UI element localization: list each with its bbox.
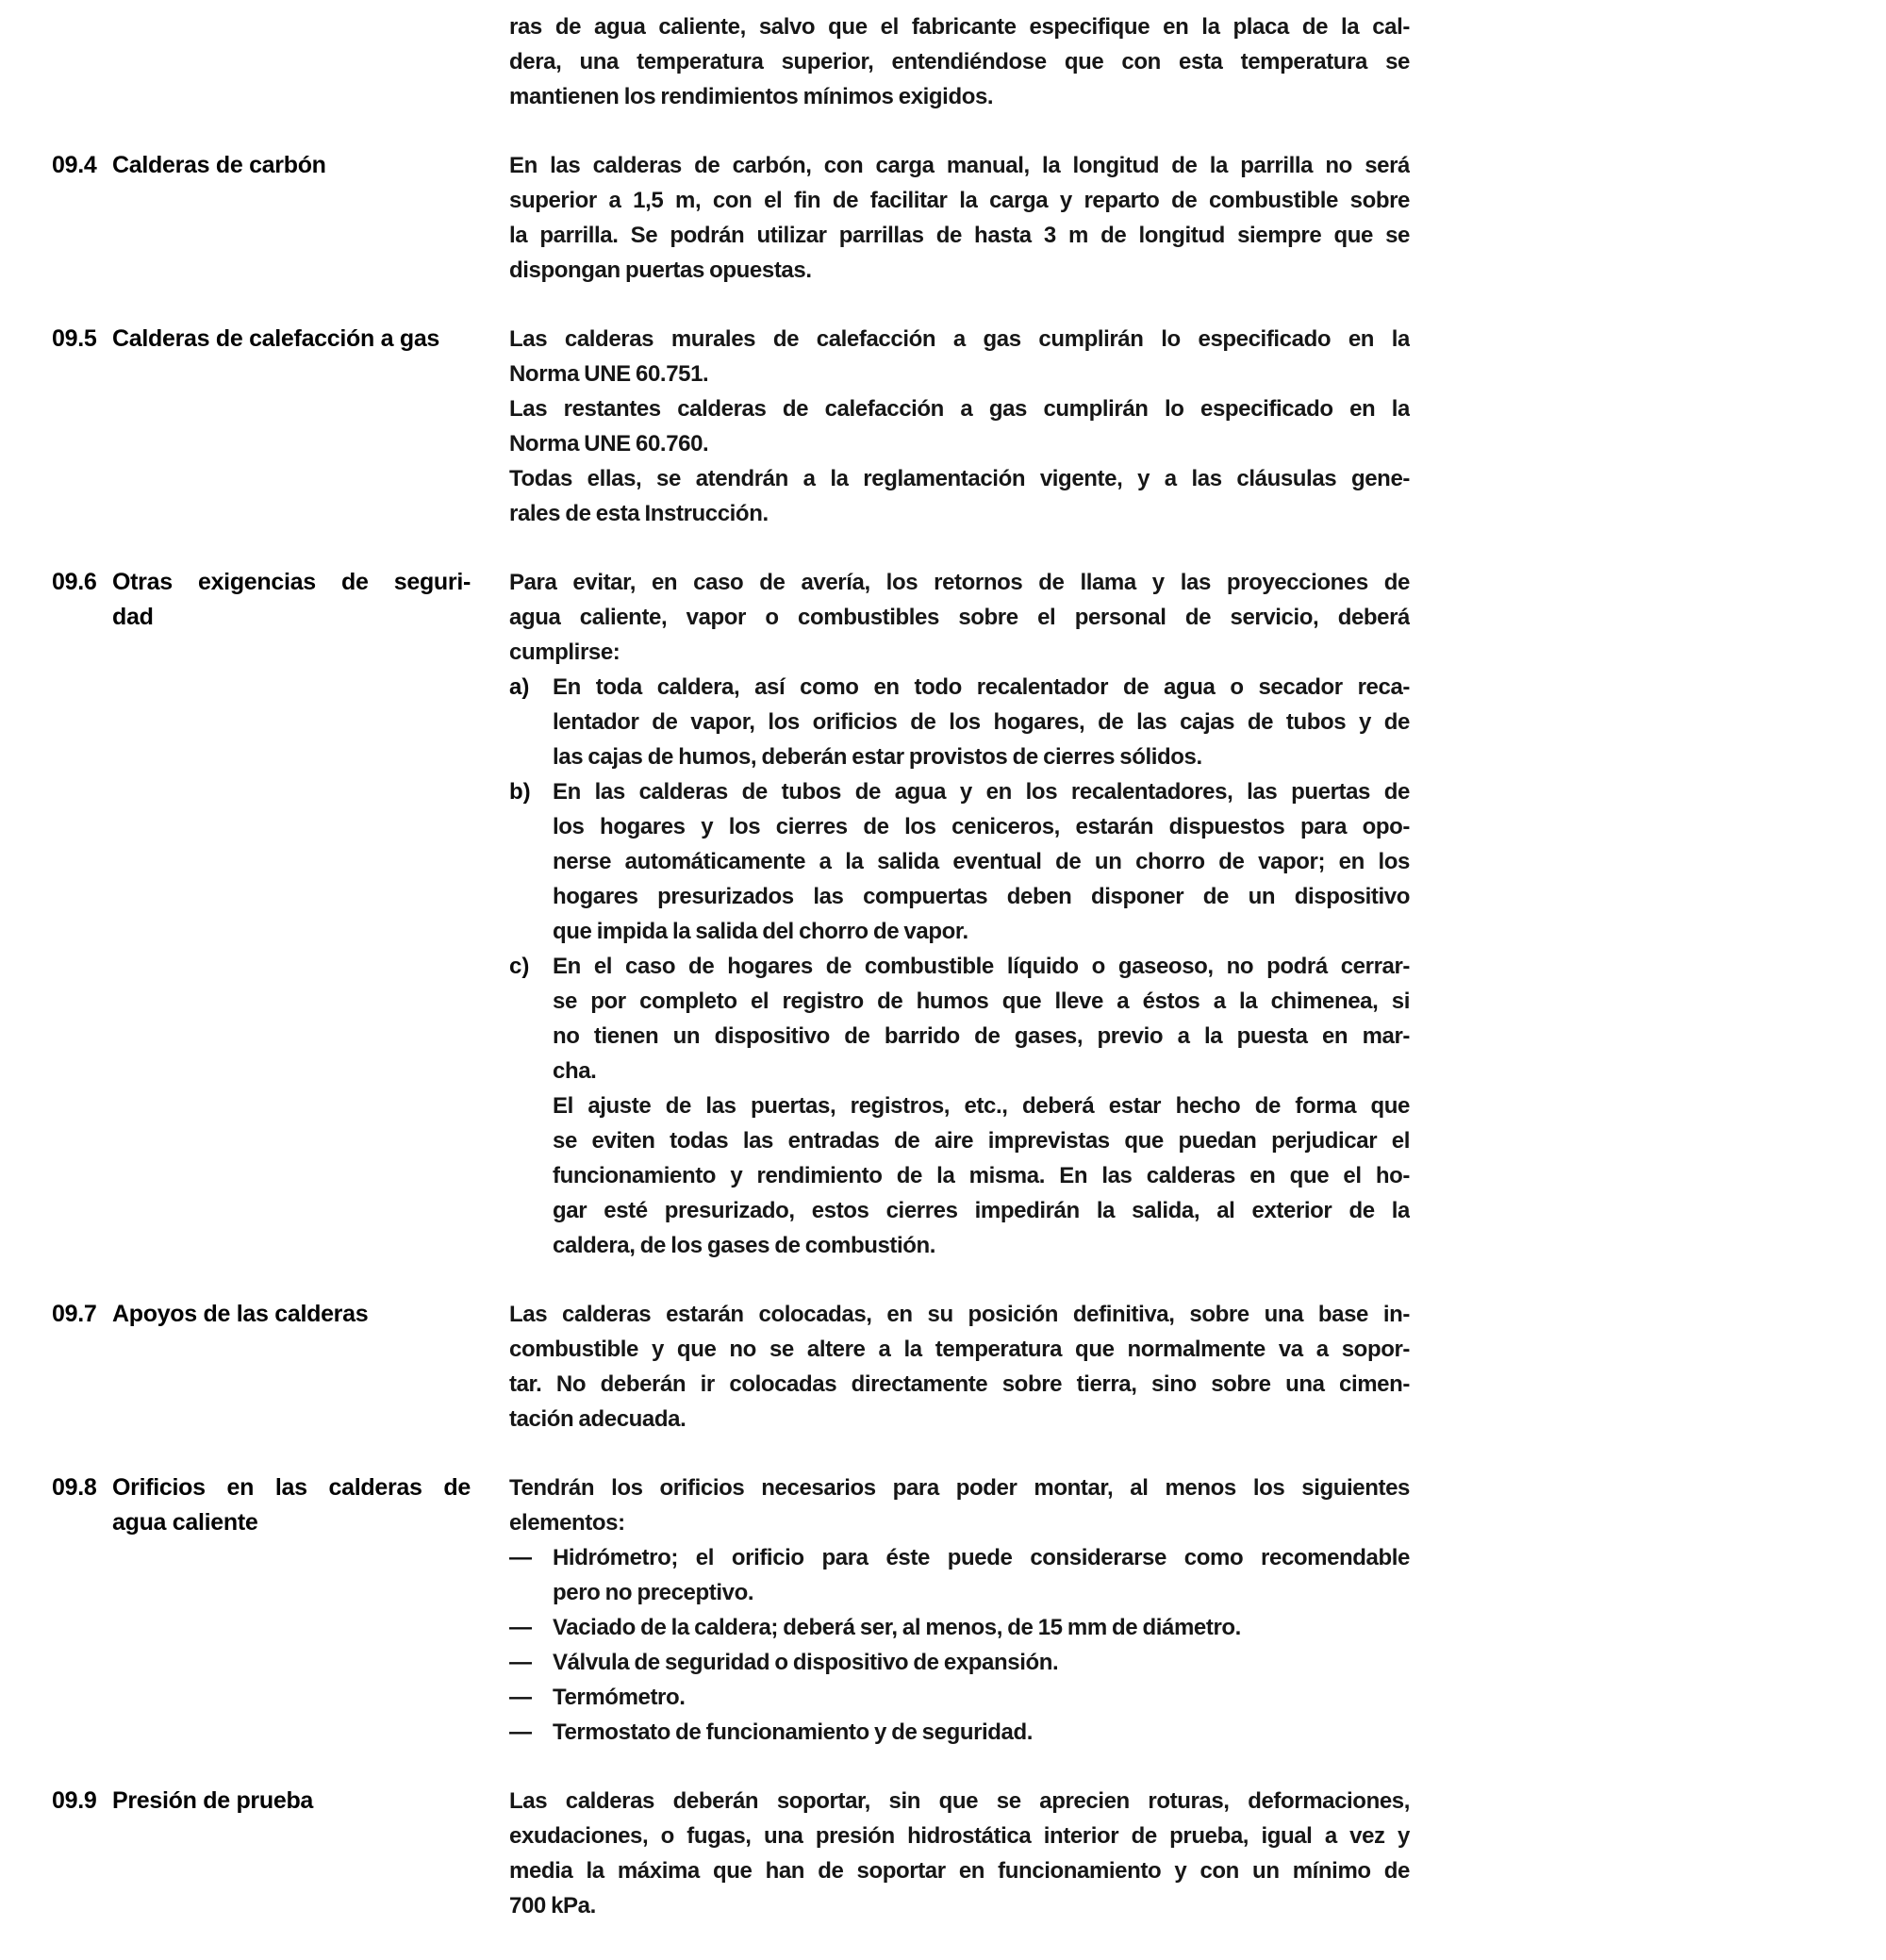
section-title-line: Orificios en las calderas de (112, 1474, 471, 1501)
list-item-text (553, 1715, 1410, 1750)
indented-paragraph (553, 1088, 1410, 1263)
section-heading (52, 148, 509, 183)
section-title-line: Presión de prueba (112, 1787, 314, 1814)
paragraph (509, 1784, 1410, 1923)
text-line: En las calderas de tubos de agua y en los recalentadores, las puertas de (553, 779, 1410, 805)
list-item-text (553, 1610, 1410, 1645)
text-line: Las calderas estarán colocadas, en su posición definitiva, sobre una base in- (509, 1302, 1410, 1327)
text-line: tar. No deberán ir colocadas directamente sobre tierra, sino sobre una cimen- (509, 1371, 1410, 1397)
text-line: Las calderas deberán soportar, sin que se aprecien roturas, deformaciones, (509, 1788, 1410, 1814)
section-title-line: Apoyos de las calderas (112, 1301, 369, 1327)
list-item-text (553, 1645, 1410, 1680)
text-line: En el caso de hogares de combustible líquido o gaseoso, no podrá cerrar- (553, 954, 1410, 979)
list-item-text (553, 1680, 1410, 1715)
continuation-line: ras de agua caliente, salvo que el fabricante especifique en la placa de la cal- (509, 14, 1410, 40)
text-line: Válvula de seguridad o dispositivo de expansión. (553, 1650, 1059, 1675)
section-body (509, 565, 1410, 1263)
section-body (509, 322, 1410, 531)
dash-marker: — (509, 1719, 532, 1745)
letter-marker: b) (509, 779, 531, 805)
text-line: que impida la salida del chorro de vapor. (553, 919, 968, 944)
text-line: 700 kPa. (509, 1893, 596, 1918)
text-line: lentador de vapor, los orificios de los hogares, de las cajas de tubos y de (553, 709, 1410, 735)
section-heading-column (52, 1470, 509, 1540)
text-line: dispongan puertas opuestas. (509, 257, 812, 283)
section-number: 09.5 (52, 325, 97, 352)
section-heading (52, 1470, 509, 1540)
text-line: exudaciones, o fugas, una presión hidrostática interior de prueba, igual a vez y (509, 1823, 1410, 1849)
text-line: Para evitar, en caso de avería, los retornos de llama y las proyecciones de (509, 570, 1410, 595)
text-line: cumplirse: (509, 639, 620, 665)
continuation-paragraph (509, 9, 1410, 114)
section-body (509, 1470, 1410, 1750)
list-item-text (553, 670, 1410, 774)
section-number: 09.6 (52, 569, 97, 595)
section-title-line: Calderas de carbón (112, 152, 326, 178)
section-heading (52, 565, 509, 635)
section-heading (52, 322, 509, 357)
dash-marker: — (509, 1650, 532, 1675)
dash-marker: — (509, 1615, 532, 1640)
text-line: la parrilla. Se podrán utilizar parrillas de hasta 3 m de longitud siempre que se (509, 223, 1410, 248)
text-line: nerse automáticamente a la salida eventual de un chorro de vapor; en los (553, 849, 1410, 874)
text-line: Termostato de funcionamiento y de seguridad. (553, 1719, 1034, 1745)
section-title-line: agua caliente (112, 1509, 258, 1536)
text-line: funcionamiento y rendimiento de la misma. En las calderas en que el ho- (553, 1163, 1410, 1188)
section-title (112, 1784, 471, 1819)
text-line: Las calderas murales de calefacción a gas cumplirán lo especificado en la (509, 326, 1410, 352)
section-heading-column (52, 565, 509, 635)
text-line: superior a 1,5 m, con el fin de facilitar la carga y reparto de combustible sobre (509, 188, 1410, 213)
list-item (509, 1715, 1410, 1750)
text-line: Norma UNE 60.760. (509, 431, 709, 457)
section-body (509, 1784, 1410, 1923)
text-line: Las restantes calderas de calefacción a gas cumplirán lo especificado en la (509, 396, 1410, 422)
section-number: 09.8 (52, 1474, 97, 1501)
list-item (509, 1680, 1410, 1715)
list-item (509, 949, 1410, 1088)
text-line: se eviten todas las entradas de aire imprevistas que puedan perjudicar el (553, 1128, 1410, 1154)
section-number: 09.7 (52, 1301, 97, 1327)
sections-container (52, 148, 1886, 1923)
section-title (112, 322, 471, 357)
text-line: Termómetro. (553, 1685, 686, 1710)
text-line: En las calderas de carbón, con carga manual, la longitud de la parrilla no será (509, 153, 1410, 178)
section-title-line: Calderas de calefacción a gas (112, 325, 440, 352)
section-heading-column (52, 322, 509, 357)
list-item (509, 774, 1410, 949)
section-heading (52, 1784, 509, 1819)
paragraph (509, 461, 1410, 531)
text-line: Hidrómetro; el orificio para éste puede considerarse como recomendable (553, 1545, 1410, 1570)
text-line: pero no preceptivo. (553, 1580, 754, 1605)
text-line: media la máxima que han de soportar en funcionamiento y con un mínimo de (509, 1858, 1410, 1884)
section-09-7 (52, 1297, 1886, 1437)
list-item-text (553, 949, 1410, 1088)
text-line: Vaciado de la caldera; deberá ser, al menos, de 15 mm de diámetro. (553, 1615, 1241, 1640)
section-09-9 (52, 1784, 1886, 1923)
continuation-line: mantienen los rendimientos mínimos exigidos. (509, 84, 994, 109)
text-line: El ajuste de las puertas, registros, etc., deberá estar hecho de forma que (553, 1093, 1410, 1119)
text-line: gar esté presurizado, estos cierres impedirán la salida, al exterior de la (553, 1198, 1410, 1223)
text-line: cha. (553, 1058, 597, 1084)
section-heading (52, 1297, 509, 1332)
text-line: los hogares y los cierres de los ceniceros, estarán dispuestos para opo- (553, 814, 1410, 839)
paragraph (509, 148, 1410, 288)
text-line: no tienen un dispositivo de barrido de gases, previo a la puesta en mar- (553, 1023, 1410, 1049)
list-item (509, 1610, 1410, 1645)
section-09-6 (52, 565, 1886, 1263)
section-title (112, 1470, 471, 1540)
dash-marker: — (509, 1545, 532, 1570)
section-09-4 (52, 148, 1886, 288)
paragraph (509, 1297, 1410, 1437)
section-title-line: Otras exigencias de seguri- (112, 569, 471, 595)
list-item (509, 670, 1410, 774)
section-09-5 (52, 322, 1886, 531)
section-body (509, 148, 1410, 288)
list-item-text (553, 1540, 1410, 1610)
text-line: combustible y que no se altere a la temperatura que normalmente va a sopor- (509, 1337, 1410, 1362)
section-heading-column (52, 1784, 509, 1819)
continuation-row (52, 9, 1886, 114)
list-item-text (553, 774, 1410, 949)
section-title-line: dad (112, 604, 154, 630)
section-heading-column (52, 148, 509, 183)
paragraph (509, 565, 1410, 670)
text-line: caldera, de los gases de combustión. (553, 1233, 936, 1258)
text-line: rales de esta Instrucción. (509, 501, 769, 526)
text-line: Norma UNE 60.751. (509, 361, 709, 387)
section-body (509, 1297, 1410, 1437)
text-line: agua caliente, vapor o combustibles sobre el personal de servicio, deberá (509, 605, 1410, 630)
text-line: Todas ellas, se atendrán a la reglamentación vigente, y a las cláusulas gene- (509, 466, 1410, 491)
letter-marker: c) (509, 954, 530, 979)
continuation-line: dera, una temperatura superior, entendiéndose que con esta temperatura se (509, 49, 1410, 75)
text-line: tación adecuada. (509, 1406, 687, 1432)
section-number: 09.4 (52, 152, 97, 178)
paragraph (509, 1470, 1410, 1540)
text-line: En toda caldera, así como en todo recalentador de agua o secador reca- (553, 674, 1410, 700)
text-line: las cajas de humos, deberán estar provistos de cierres sólidos. (553, 744, 1202, 770)
paragraph (509, 322, 1410, 391)
text-line: hogares presurizados las compuertas deben disponer de un dispositivo (553, 884, 1410, 909)
list-item (509, 1645, 1410, 1680)
section-title (112, 1297, 471, 1332)
section-09-8 (52, 1470, 1886, 1750)
section-heading-column (52, 1297, 509, 1332)
section-title (112, 148, 471, 183)
text-line: elementos: (509, 1510, 625, 1536)
letter-marker: a) (509, 674, 530, 700)
list-item (509, 1540, 1410, 1610)
text-line: Tendrán los orificios necesarios para poder montar, al menos los siguientes (509, 1475, 1410, 1501)
dash-marker: — (509, 1685, 532, 1710)
text-line: se por completo el registro de humos que lleve a éstos a la chimenea, si (553, 988, 1410, 1014)
paragraph (509, 391, 1410, 461)
section-number: 09.9 (52, 1787, 97, 1814)
section-title (112, 565, 471, 635)
